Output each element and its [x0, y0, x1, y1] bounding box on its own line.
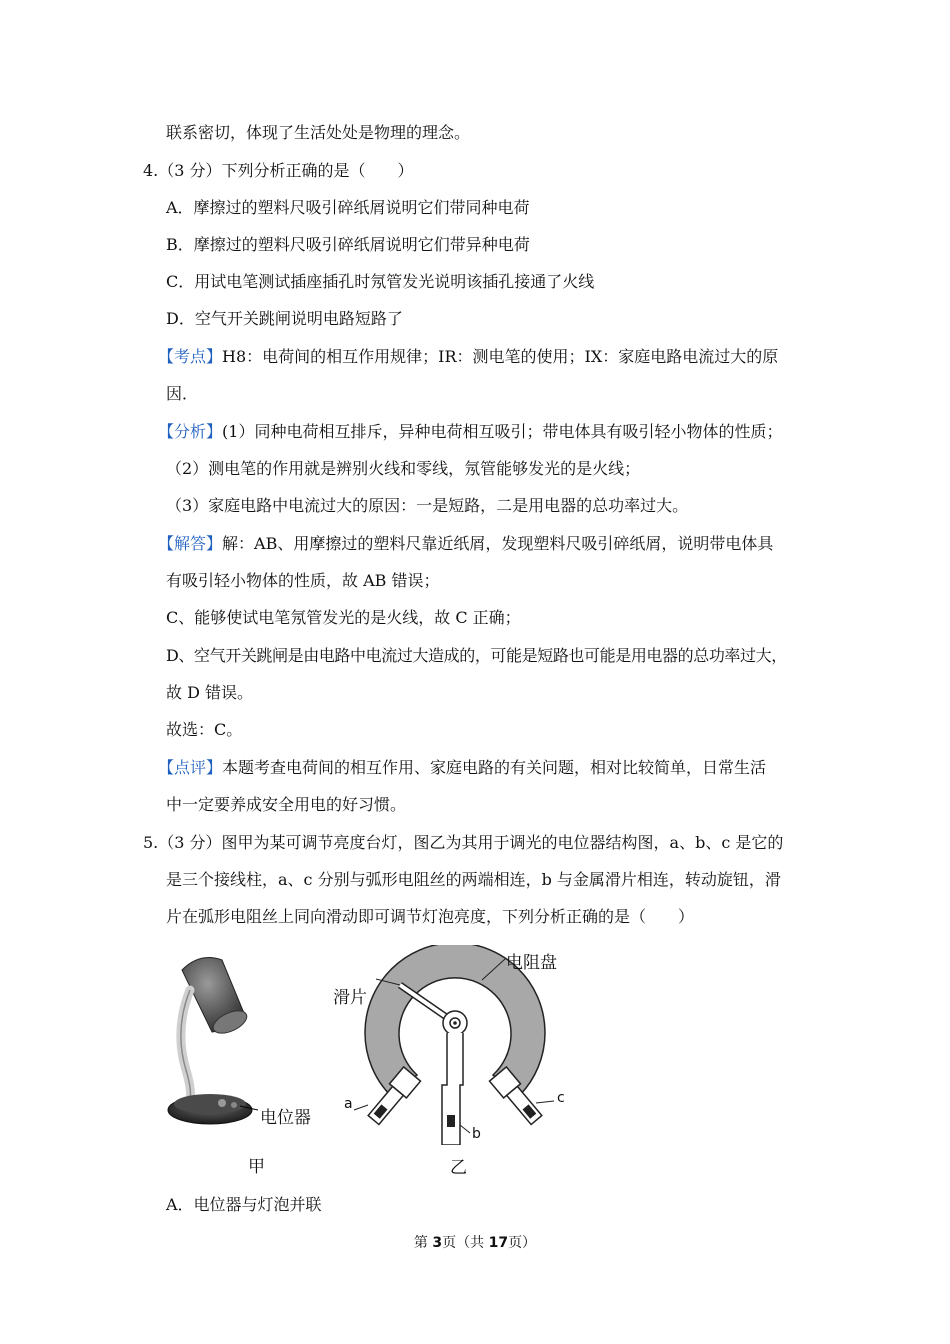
desk-lamp-illustration: [160, 950, 320, 1180]
page-number: 3: [432, 1235, 443, 1251]
text-line: 片在弧形电阻丝上同向滑动即可调节灯泡亮度，下列分析正确的是（ ）: [166, 907, 695, 926]
text-line: C、能够使试电笔氖管发光的是火线，故 C 正确；: [166, 608, 521, 627]
text-line: （2）测电笔的作用就是辨别火线和零线，氖管能够发光的是火线；: [166, 459, 641, 478]
potentiometer-label: 电位器: [260, 1108, 311, 1128]
kaodian-line: [158, 347, 778, 367]
option-d: D．空气开关跳闸说明电路短路了: [166, 309, 403, 328]
option-a: A．电位器与灯泡并联: [166, 1195, 322, 1214]
text-line: D、空气开关跳闸是由电路中电流过大造成的，可能是短路也可能是用电器的总功率过大，: [166, 646, 787, 665]
option-a: A．摩擦过的塑料尺吸引碎纸屑说明它们带同种电荷: [166, 198, 530, 217]
terminal-b-label: b: [472, 1126, 481, 1142]
page-footer: [0, 1232, 950, 1252]
option-c: C．用试电笔测试插座插孔时氖管发光说明该插孔接通了火线: [166, 272, 595, 291]
text-line: 因．: [166, 384, 199, 403]
kaodian-tag: 【考点】: [158, 347, 223, 366]
fenxi-line: [158, 422, 782, 442]
text-line: 故选：C。: [166, 720, 243, 739]
fenxi-tag: 【分析】: [158, 422, 223, 441]
text-line: 中一定要养成安全用电的好习惯。: [166, 795, 407, 814]
jieda-line: [158, 534, 773, 554]
total-pages: 17: [488, 1235, 509, 1251]
footer-suffix: 页）: [508, 1235, 537, 1251]
footer-prefix: 第: [413, 1235, 433, 1251]
potentiometer-figure: [330, 945, 580, 1145]
footer-mid: 页（共: [442, 1235, 489, 1251]
figure-caption-jia: 甲: [248, 1157, 265, 1177]
potentiometer-diagram: [330, 945, 580, 1145]
text-line: 故 D 错误。: [166, 683, 254, 702]
lamp-figure: [160, 950, 320, 1180]
text-line: 联系密切，体现了生活处处是物理的理念。: [166, 123, 471, 142]
terminal-c-label: c: [557, 1090, 565, 1106]
dianping-tag: 【点评】: [158, 758, 223, 777]
text-line: 是三个接线柱，a、c 分别与弧形电阻丝的两端相连，b 与金属滑片相连，转动旋钮，滑: [166, 870, 781, 889]
option-b: B．摩擦过的塑料尺吸引碎纸屑说明它们带异种电荷: [166, 235, 530, 254]
jieda-text: 解：AB、用摩擦过的塑料尺靠近纸屑，发现塑料尺吸引碎纸屑，说明带电体具: [222, 534, 774, 553]
text-line: 有吸引轻小物体的性质，故 AB 错误；: [166, 571, 440, 590]
slider-label: 滑片: [333, 988, 367, 1008]
question-5-stem: 5.（3 分）图甲为某可调节亮度台灯，图乙为其用于调光的电位器结构图，a、b、c 是它的: [143, 833, 784, 852]
dianping-text: 本题考查电荷间的相互作用、家庭电路的有关问题，相对比较简单，日常生活: [222, 758, 767, 777]
question-4-stem: 4.（3 分）下列分析正确的是（ ）: [143, 161, 414, 180]
jieda-tag: 【解答】: [158, 534, 223, 553]
dianping-line: [158, 758, 766, 778]
figure-caption-yi: 乙: [450, 1158, 467, 1178]
terminal-a-label: a: [344, 1096, 353, 1112]
text-line: （3）家庭电路中电流过大的原因：一是短路，二是用电器的总功率过大。: [166, 496, 689, 515]
resistance-disk-label: 电阻盘: [506, 953, 557, 973]
kaodian-text: H8：电荷间的相互作用规律；IR：测电笔的使用；IX：家庭电路电流过大的原: [222, 347, 779, 366]
fenxi-text: (1）同种电荷相互排斥，异种电荷相互吸引；带电体具有吸引轻小物体的性质；: [222, 422, 783, 441]
